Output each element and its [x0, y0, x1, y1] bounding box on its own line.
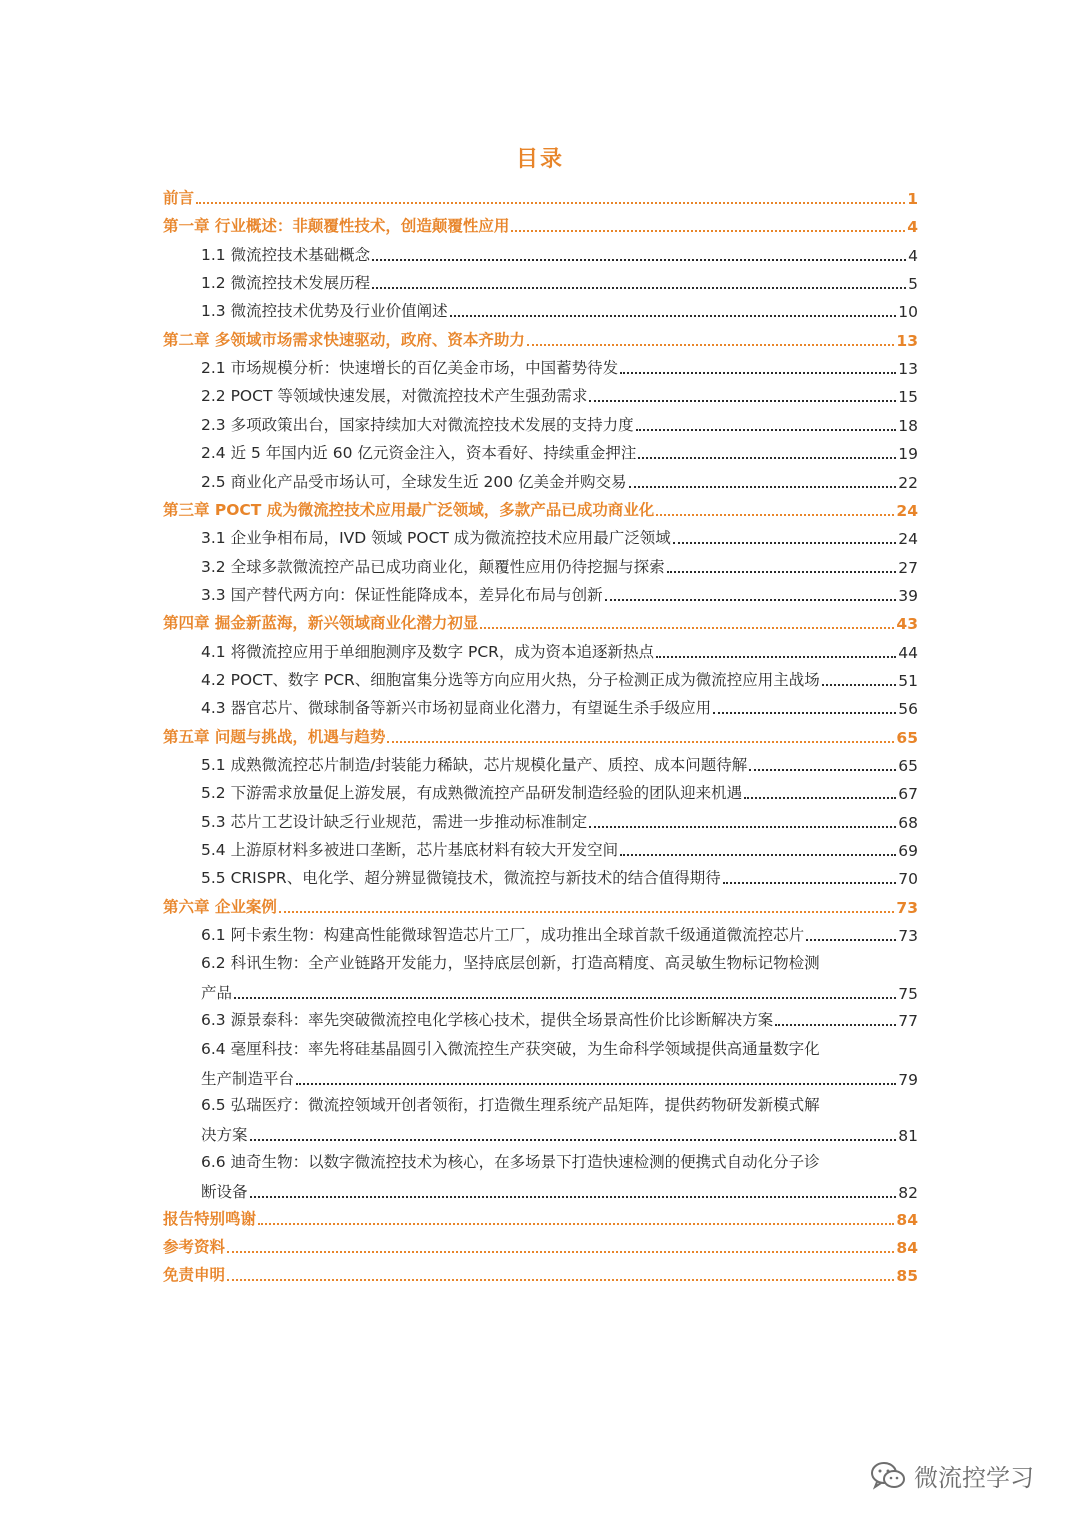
toc-entry-title: 第五章 问题与挑战，机遇与趋势	[163, 727, 386, 746]
toc-section-entry[interactable]	[201, 753, 918, 775]
toc-entry-title: 前言	[163, 189, 195, 207]
dot-leader	[372, 287, 906, 289]
toc-entry-title: 6.6 迪奇生物：以数字微流控技术为核心，在多场景下打造快速检测的便携式自动化分子诊	[201, 1152, 820, 1171]
toc-section-entry[interactable]	[201, 838, 918, 860]
toc-page-number: 18	[898, 416, 918, 435]
toc-page-number: 22	[898, 473, 918, 492]
dot-leader	[822, 684, 896, 686]
toc-entry-title: 6.3 源景泰科：率先突破微流控电化学核心技术，提供全场景高性价比诊断解决方案	[201, 1011, 774, 1030]
toc-entry-title: 第三章 POCT 成为微流控技术应用最广泛领域，多款产品已成功商业化	[163, 500, 655, 519]
toc-section-entry[interactable]	[201, 441, 918, 463]
dot-leader	[656, 656, 896, 658]
toc-page-number: 81	[898, 1127, 918, 1146]
dot-leader	[620, 372, 896, 374]
toc-page-number: 70	[898, 870, 918, 889]
dot-leader	[196, 202, 905, 204]
toc-entry-title: 4.3 器官芯片、微球制备等新兴市场初显商业化潜力，有望诞生杀手级应用	[201, 699, 712, 718]
toc-page-number: 73	[898, 927, 918, 946]
toc-entry-title: 6.5 弘瑞医疗：微流控领域开创者领衔，打造微生理系统产品矩阵，提供药物研发新模式解	[201, 1096, 820, 1115]
dot-leader	[775, 1024, 896, 1026]
toc-page-number: 73	[896, 898, 918, 917]
toc-section-entry[interactable]	[201, 781, 918, 803]
toc-section-entry[interactable]	[201, 668, 918, 690]
toc-section-entry[interactable]	[201, 1150, 918, 1202]
dot-leader	[250, 1196, 897, 1198]
toc-chapter-entry[interactable]	[163, 328, 918, 350]
dot-leader	[744, 797, 896, 799]
toc-entry-title: 6.1 阿卡索生物：构建高性能微球智造芯片工厂，成功推出全球首款千级通道微流控芯片	[201, 926, 805, 945]
toc-entry-title: 第六章 企业案例	[163, 897, 277, 916]
toc-section-entry[interactable]	[201, 384, 918, 406]
toc-entry-title: 2.2 POCT 等领域快速发展，对微流控技术产生强劲需求	[201, 387, 588, 406]
dot-leader	[636, 429, 897, 431]
toc-entry-title: 免责申明	[163, 1266, 226, 1285]
toc-section-entry[interactable]	[201, 356, 918, 378]
toc-chapter-entry[interactable]	[163, 498, 918, 520]
toc-chapter-entry[interactable]	[163, 214, 918, 236]
toc-entry-title: 第二章 多领域市场需求快速驱动，政府、资本齐助力	[163, 330, 525, 349]
toc-section-entry[interactable]	[201, 555, 918, 577]
wechat-icon	[870, 1461, 906, 1491]
dot-leader	[589, 400, 896, 402]
toc-entry-title: 参考资料	[163, 1237, 226, 1256]
toc-section-entry[interactable]	[201, 271, 918, 293]
watermark	[870, 1458, 1034, 1493]
toc-chapter-entry[interactable]	[163, 895, 918, 917]
toc-entry-title: 2.1 市场规模分析：快速增长的百亿美金市场，中国蓄势待发	[201, 359, 619, 378]
toc-page-number: 82	[898, 1183, 918, 1202]
dot-leader	[806, 939, 896, 941]
toc-entry-title: 1.1 微流控技术基础概念	[201, 245, 371, 264]
dot-leader	[279, 911, 895, 913]
toc-section-entry[interactable]	[201, 1093, 918, 1145]
toc-entry-title: 6.4 毫厘科技：率先将硅基晶圆引入微流控生产获突破，为生命科学领域提供高通量数字化	[201, 1039, 820, 1058]
toc-section-entry[interactable]	[201, 526, 918, 548]
dot-leader	[450, 315, 897, 317]
toc-page-number: 24	[898, 530, 918, 549]
toc-page-number: 4	[907, 218, 918, 237]
toc-entry-title: 3.1 企业争相布局，IVD 领域 POCT 成为微流控技术应用最广泛领域	[201, 529, 671, 548]
dot-leader	[480, 627, 894, 629]
toc-page-number: 84	[896, 1238, 918, 1257]
toc-entry-title: 4.2 POCT、数字 PCR、细胞富集分选等方向应用火热，分子检测正成为微流控应用主战场	[201, 670, 820, 689]
dot-leader	[638, 457, 896, 459]
toc-entry-title: 4.1 将微流控应用于单细胞测序及数字 PCR，成为资本追逐新热点	[201, 642, 654, 661]
toc-page-number: 10	[898, 303, 918, 322]
toc-entry-title: 5.1 成熟微流控芯片制造/封装能力稀缺，芯片规模化量产、质控、成本问题待解	[201, 756, 748, 774]
toc-page-number: 67	[898, 785, 918, 804]
toc-entry-title-continued: 产品	[201, 984, 233, 1003]
toc-page-number: 85	[896, 1267, 918, 1286]
toc-page-number: 44	[898, 643, 918, 662]
toc-entry-title-continued: 决方案	[201, 1126, 248, 1145]
toc-entry-title: 5.3 芯片工艺设计缺乏行业规范，需进一步推动标准制定	[201, 812, 588, 831]
toc-chapter-entry[interactable]	[163, 611, 918, 633]
toc-chapter-entry[interactable]	[163, 1263, 918, 1285]
watermark-text: 微流控学习	[914, 1464, 1034, 1492]
toc-page-number: 13	[898, 360, 918, 379]
toc-entry-title: 5.5 CRISPR、电化学、超分辨显微镜技术，微流控与新技术的结合值得期待	[201, 869, 721, 888]
toc-page-number: 19	[898, 445, 918, 464]
dot-leader	[723, 882, 897, 884]
toc-page-number: 56	[898, 700, 918, 719]
toc-entry-title: 5.4 上游原材料多被进口垄断，芯片基底材料有较大开发空间	[201, 841, 619, 860]
toc-chapter-entry[interactable]	[163, 1235, 918, 1257]
dot-leader	[589, 826, 896, 828]
toc-entry-title: 第一章 行业概述：非颠覆性技术，创造颠覆性应用	[163, 217, 510, 236]
toc-page-number: 84	[896, 1210, 918, 1229]
toc-page-number: 51	[898, 671, 918, 690]
toc-section-entry[interactable]	[201, 1008, 918, 1030]
dot-leader	[227, 1251, 894, 1253]
toc-entry-title-continued: 生产制造平台	[201, 1069, 295, 1088]
toc-page-number: 65	[896, 728, 918, 747]
toc-page-number: 13	[896, 331, 918, 350]
toc-page-number: 1	[907, 190, 918, 208]
toc-section-entry[interactable]	[201, 866, 918, 888]
toc-page-number: 4	[908, 246, 918, 265]
dot-leader	[629, 486, 897, 488]
toc-entry-title: 第四章 掘金新蓝海，新兴领域商业化潜力初显	[163, 614, 479, 633]
dot-leader	[234, 997, 896, 999]
dot-leader	[227, 1279, 894, 1281]
dot-leader	[511, 230, 905, 232]
toc-section-entry[interactable]	[201, 583, 918, 605]
toc-page-number: 75	[898, 985, 918, 1004]
dot-leader	[749, 769, 896, 771]
toc-section-entry[interactable]	[201, 810, 918, 832]
toc-entry-title: 2.3 多项政策出台，国家持续加大对微流控技术发展的支持力度	[201, 415, 634, 434]
toc-entry-title-continued: 断设备	[201, 1182, 248, 1201]
toc-entry-title: 报告特别鸣谢	[163, 1209, 257, 1228]
dot-leader	[527, 344, 895, 346]
toc-section-entry[interactable]	[201, 413, 918, 435]
toc-section-entry[interactable]	[201, 243, 918, 265]
toc-page-number: 39	[898, 586, 918, 605]
toc-page-number: 79	[898, 1070, 918, 1089]
toc-entry-title: 2.5 商业化产品受市场认可，全球发生近 200 亿美金并购交易	[201, 472, 627, 491]
dot-leader	[605, 599, 897, 601]
dot-leader	[673, 542, 896, 544]
toc-title: 目录	[515, 147, 564, 172]
toc-entry-title: 5.2 下游需求放量促上游发展，有成熟微流控产品研发制造经验的团队迎来机遇	[201, 784, 743, 803]
toc-chapter-entry[interactable]	[163, 725, 918, 747]
toc-entry-title: 1.3 微流控技术优势及行业价值阐述	[201, 302, 448, 321]
toc-page-number: 15	[898, 388, 918, 407]
dot-leader	[258, 1223, 894, 1225]
toc-page-number: 68	[898, 813, 918, 832]
toc-entry-title: 1.2 微流控技术发展历程	[201, 274, 371, 293]
toc-section-entry[interactable]	[201, 923, 918, 945]
dot-leader	[372, 259, 906, 261]
toc-section-entry[interactable]	[201, 299, 918, 321]
dot-leader	[713, 712, 896, 714]
toc-entry-title: 2.4 近 5 年国内近 60 亿元资金注入，资本看好、持续重金押注	[201, 444, 637, 463]
toc-page-number: 69	[898, 842, 918, 861]
toc-entry-title: 3.3 国产替代两方向：保证性能降成本，差异化布局与创新	[201, 585, 603, 604]
dot-leader	[667, 571, 897, 573]
toc-page-number: 24	[896, 501, 918, 520]
toc-section-entry[interactable]	[201, 951, 918, 1003]
toc-page-number: 5	[908, 275, 918, 294]
toc-section-entry[interactable]	[201, 1037, 918, 1089]
toc-page-number: 43	[896, 615, 918, 634]
dot-leader	[656, 514, 894, 516]
dot-leader	[296, 1083, 896, 1085]
toc-entry-title: 3.2 全球多款微流控产品已成功商业化，颠覆性应用仍待挖掘与探索	[201, 557, 665, 576]
toc-page-number: 65	[898, 757, 918, 775]
dot-leader	[620, 854, 896, 856]
toc-chapter-entry[interactable]	[163, 186, 918, 208]
toc-section-entry[interactable]	[201, 640, 918, 662]
toc-section-entry[interactable]	[201, 470, 918, 492]
toc-page-number: 77	[898, 1012, 918, 1031]
toc-section-entry[interactable]	[201, 696, 918, 718]
dot-leader	[250, 1139, 897, 1141]
toc-entry-title: 6.2 科讯生物：全产业链路开发能力，坚持底层创新，打造高精度、高灵敏生物标记物检测	[201, 954, 820, 973]
toc-page-number: 27	[898, 558, 918, 577]
dot-leader	[387, 741, 894, 743]
toc-chapter-entry[interactable]	[163, 1207, 918, 1229]
